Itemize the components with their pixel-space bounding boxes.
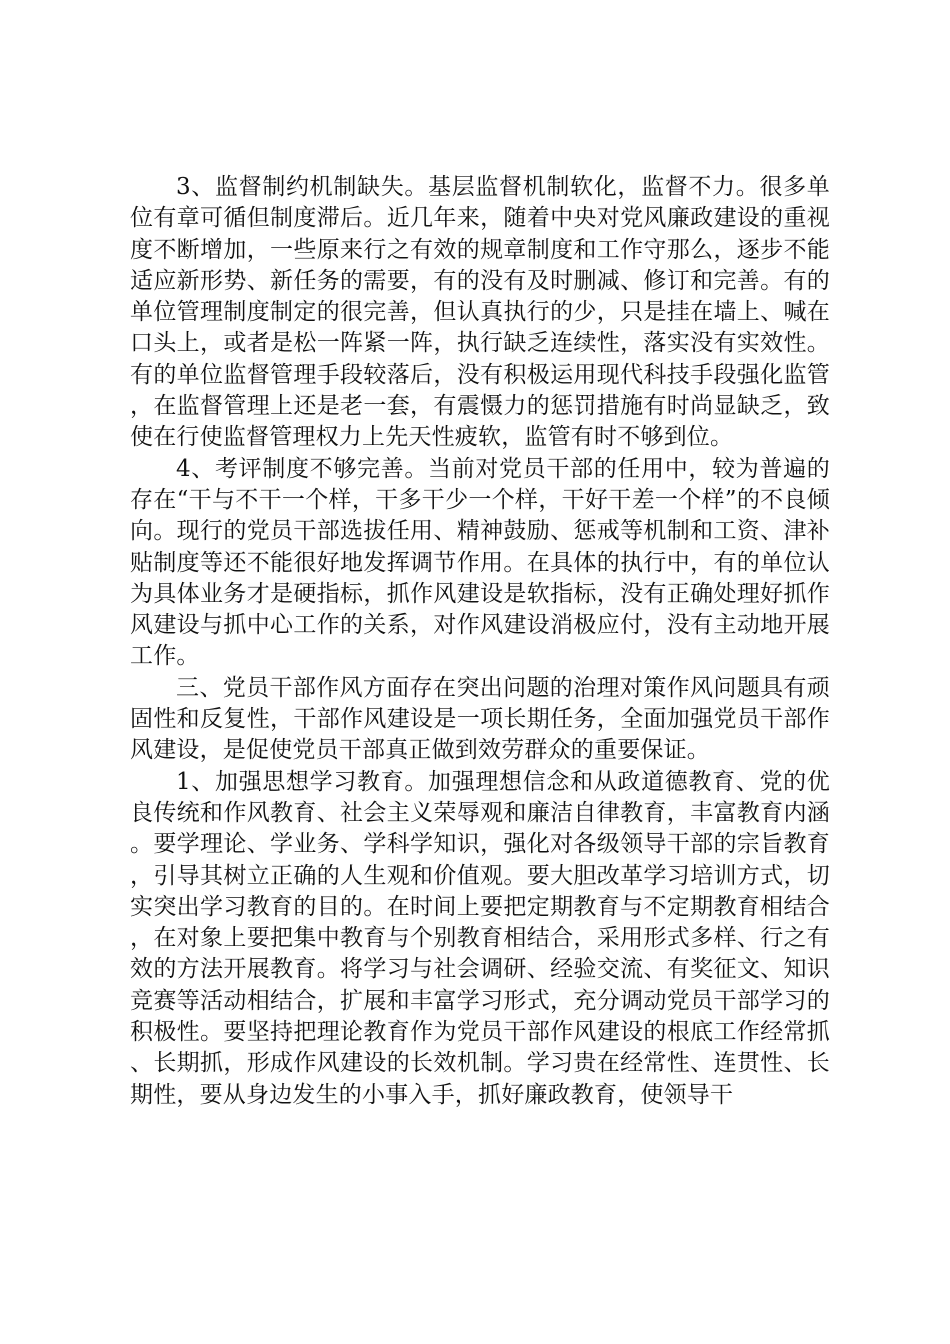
paragraph-ideological-education: 1、加强思想学习教育。加强理想信念和从政道德教育、党的优良传统和作风教育、社会主义荣辱观和廉洁自律教育，丰富教育内涵。要学理论、学业务、学科学知识，强化对各级领导干部的宗旨教育，引导其树立正确的人生观和价值观。要大胆改革学习培训方式，切实突出学习教育的目的。在时间上要把定期教育与不定期教育相结合，在对象上要把集中教育与个别教育相结合，采用形式多样、行之有效的方法开展教育。将学习与社会调研、经验交流、有奖征文、知识竞赛等活动相结合，扩展和丰富学习形式，充分调动党员干部学习的积极性。要坚持把理论教育作为党员干部作风建设的根底工作经常抓、长期抓，形成作风建设的长效机制。学习贵在经常性、连贯性、长期性，要从身边发生的小事入手，抓好廉政教育，使领导干 — [130, 768, 830, 1108]
document-body — [130, 172, 830, 1111]
paragraph-supervision-mechanism: 3、监督制约机制缺失。基层监督机制软化，监督不力。很多单位有章可循但制度滞后。近几年来，随着中央对党风廉政建设的重视度不断增加，一些原来行之有效的规章制度和工作守那么，逐步不能适应新形势、新任务的需要，有的没有及时删减、修订和完善。有的单位管理制度制定的很完善，但认真执行的少，只是挂在墙上、喊在口头上，或者是松一阵紧一阵，执行缺乏连续性，落实没有实效性。有的单位监督管理手段较落后，没有积极运用现代科技手段强化监管，在监督管理上还是老一套，有震慑力的惩罚措施有时尚显缺乏，致使在行使监督管理权力上先天性疲软，监管有时不够到位。 — [130, 174, 830, 451]
paragraph-countermeasures: 三、党员干部作风方面存在突出问题的治理对策作风问题具有顽固性和反复性，干部作风建设是一项长期任务，全面加强党员干部作风建设，是促使党员干部真正做到效劳群众的重要保证。 — [130, 674, 830, 764]
paragraph-evaluation-system: 4、考评制度不够完善。当前对党员干部的任用中，较为普遍的存在“干与不干一个样，干多干少一个样，干好干差一个样”的不良倾向。现行的党员干部选拔任用、精神鼓励、惩戒等机制和工资、津补贴制度等还不能很好地发挥调节作用。在具体的执行中，有的单位认为具体业务才是硬指标，抓作风建设是软指标，没有正确处理好抓作风建设与抓中心工作的关系，对作风建设消极应付，没有主动地开展工作。 — [130, 455, 830, 670]
